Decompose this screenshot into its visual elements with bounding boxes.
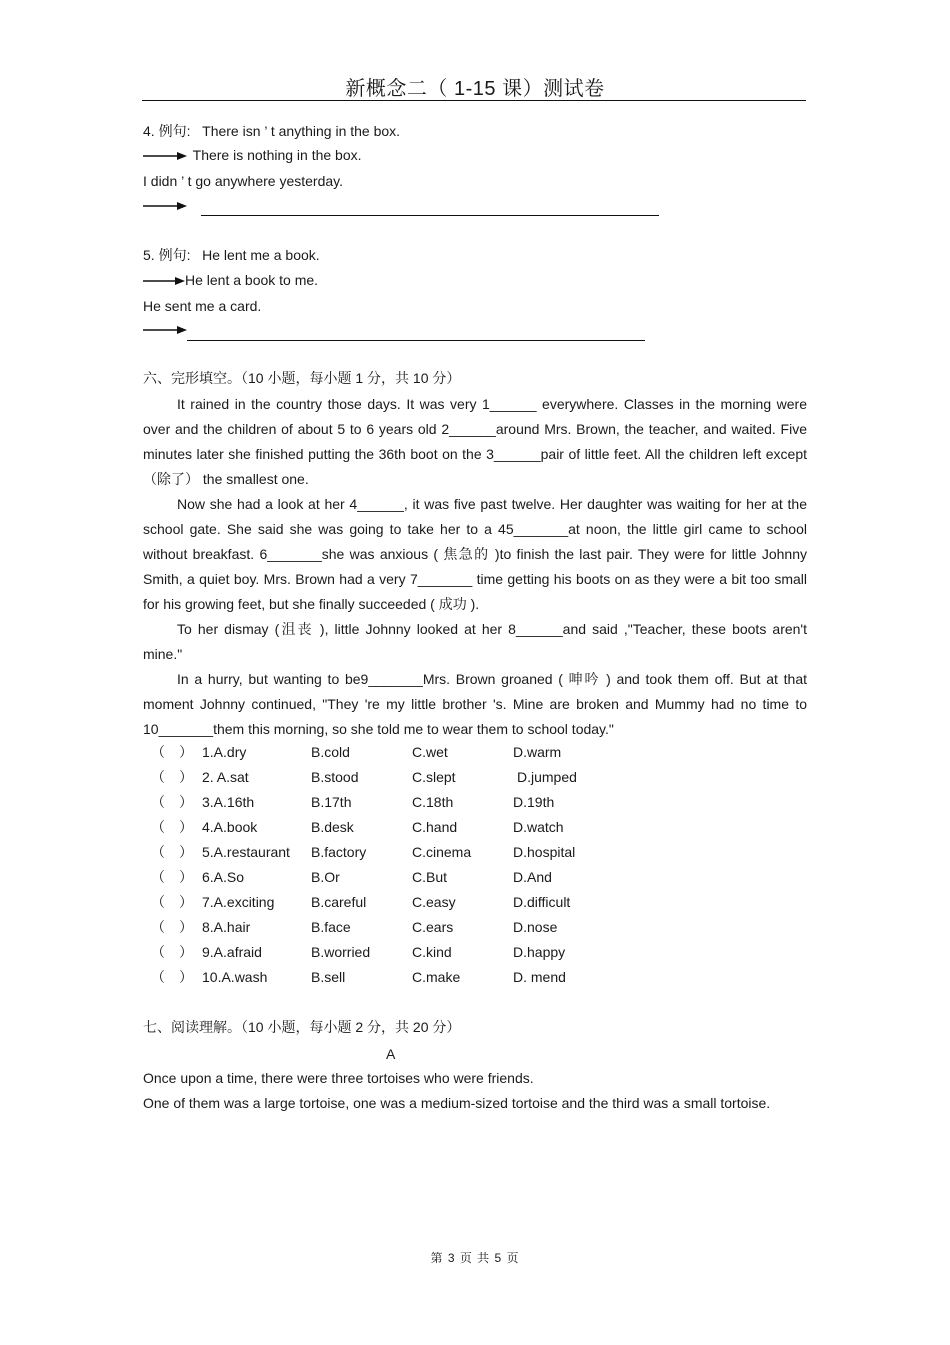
option-b: B.Or	[311, 869, 340, 885]
option-b: B.desk	[311, 819, 354, 835]
q5-example-answer-line	[143, 270, 318, 290]
reading-line-1: Once upon a time, there were three tortoises who were friends.	[143, 1070, 534, 1086]
q4-example: There isn ’ t anything in the box.	[202, 123, 401, 139]
passage-label: A	[386, 1046, 396, 1062]
arrow-right-icon	[143, 276, 185, 286]
arrow-right-icon	[143, 325, 189, 335]
q5-answer-arrow	[143, 322, 189, 340]
option-c: C.make	[412, 969, 461, 985]
option-row	[143, 965, 643, 990]
option-d: D. mend	[513, 969, 566, 985]
answer-paren[interactable]: （ ）	[151, 894, 193, 910]
q4-example-answer-line	[143, 145, 362, 165]
option-d: D.happy	[513, 944, 566, 960]
option-a: 3.A.16th	[202, 794, 255, 810]
arrow-right-icon	[143, 201, 189, 211]
page-title: 新概念二（ 1-15 课）测试卷	[345, 78, 605, 100]
option-c: C.cinema	[412, 844, 472, 860]
option-a: 5.A.restaurant	[202, 844, 290, 860]
option-b: B.sell	[311, 969, 346, 985]
option-a: 8.A.hair	[202, 919, 251, 935]
option-a: 2. A.sat	[202, 769, 249, 785]
option-d: D.hospital	[513, 844, 576, 860]
option-row	[143, 840, 643, 865]
cloze-paragraph-1: It rained in the country those days. It was very 1______ everywhere. Classes in the morning were over and the children of about 5 to 6 years old 2______around Mrs. Brown, the teacher, and waited. Five minutes later she finished putting the 36th boot on the 3______pair of little feet. All the children left except （除了） the smallest one.	[143, 396, 807, 487]
option-c: C.kind	[412, 944, 452, 960]
cloze-heading: 六、完形填空。（10 小题，每小题 1 分，共 10 分）	[143, 370, 461, 386]
q5-example-answer: He lent a book to me.	[185, 272, 319, 288]
cloze-paragraph-3: To her dismay (沮丧 ), little Johnny looked at her 8______and said ,"Teacher, these boots aren't mine."	[143, 621, 807, 662]
option-d: D.jumped	[517, 769, 577, 785]
option-c: C.easy	[412, 894, 456, 910]
option-b: B.17th	[311, 794, 352, 810]
answer-paren[interactable]: （ ）	[151, 769, 193, 785]
reading-line-2: One of them was a large tortoise, one was a medium-sized tortoise and the third was a small tortoise.	[143, 1095, 771, 1111]
q4-example-answer: There is nothing in the box.	[192, 147, 362, 163]
q4-answer-arrow	[143, 198, 189, 216]
option-d: D.watch	[513, 819, 564, 835]
q5-example: He lent me a book.	[202, 247, 320, 263]
option-a: 7.A.exciting	[202, 894, 275, 910]
option-a: 4.A.book	[202, 819, 258, 835]
option-b: B.careful	[311, 894, 367, 910]
q4-prompt: I didn ’ t go anywhere yesterday.	[143, 173, 343, 189]
option-b: B.factory	[311, 844, 367, 860]
reading-passage	[143, 1066, 807, 1116]
q5-prompt: He sent me a card.	[143, 298, 262, 314]
answer-paren[interactable]: （ ）	[151, 944, 193, 960]
cloze-paragraph-4: In a hurry, but wanting to be9_______Mrs. Brown groaned ( 呻吟 ) and took them off. But at that moment Johnny continued, "They 're my little brother 's. Mine are broken and Mummy had no time to 10_______them this morning, so she told me to wear them to school today."	[143, 671, 807, 737]
option-row	[143, 765, 643, 790]
header-divider	[142, 100, 806, 101]
q5-example-line	[143, 245, 320, 265]
q4-answer-blank[interactable]	[201, 215, 659, 216]
q5-answer-blank[interactable]	[187, 340, 645, 341]
answer-paren[interactable]: （ ）	[151, 869, 193, 885]
answer-paren[interactable]: （ ）	[151, 969, 193, 985]
option-a: 6.A.So	[202, 869, 245, 885]
option-b: B.cold	[311, 744, 350, 760]
answer-paren[interactable]: （ ）	[151, 794, 193, 810]
option-row	[143, 915, 643, 940]
arrow-right-icon	[143, 151, 189, 161]
option-c: C.But	[412, 869, 448, 885]
option-b: B.face	[311, 919, 351, 935]
option-row	[143, 865, 643, 890]
option-a: 1.A.dry	[202, 744, 247, 760]
option-b: B.worried	[311, 944, 371, 960]
answer-paren[interactable]: （ ）	[151, 844, 193, 860]
option-c: C.wet	[412, 744, 448, 760]
option-row	[143, 815, 643, 840]
option-row	[143, 790, 643, 815]
answer-paren[interactable]: （ ）	[151, 744, 193, 760]
option-b: B.stood	[311, 769, 359, 785]
option-c: C.slept	[412, 769, 456, 785]
answer-paren[interactable]: （ ）	[151, 819, 193, 835]
option-d: D.nose	[513, 919, 558, 935]
option-row	[143, 890, 643, 915]
q4-label: 4. 例句:	[143, 123, 191, 139]
answer-paren[interactable]: （ ）	[151, 919, 193, 935]
q5-label: 5. 例句:	[143, 247, 191, 263]
page-number: 第 3 页 共 5 页	[430, 1251, 520, 1265]
option-d: D.19th	[513, 794, 555, 810]
option-c: C.hand	[412, 819, 458, 835]
option-d: D.difficult	[513, 894, 571, 910]
q4-example-line	[143, 121, 400, 141]
cloze-paragraph-2: Now she had a look at her 4______, it was five past twelve. Her daughter was waiting for her at the school gate. She said she was going to take her to a 45_______at noon, the little girl came to school without breakfast. 6_______she was anxious ( 焦急的 )to finish the last pair. They were for little Johnny Smith, a quiet boy. Mrs. Brown had a very 7_______ time getting his boots on as they were a bit too small for his growing feet, but she finally succeeded ( 成功 ).	[143, 496, 807, 612]
option-c: C.ears	[412, 919, 454, 935]
cloze-passage	[143, 392, 807, 742]
option-d: D.warm	[513, 744, 562, 760]
option-d: D.And	[513, 869, 552, 885]
reading-heading: 七、阅读理解。（10 小题，每小题 2 分，共 20 分）	[143, 1019, 461, 1035]
option-a: 10.A.wash	[202, 969, 268, 985]
option-c: C.18th	[412, 794, 454, 810]
option-row	[143, 940, 643, 965]
option-row	[143, 740, 643, 765]
option-a: 9.A.afraid	[202, 944, 262, 960]
